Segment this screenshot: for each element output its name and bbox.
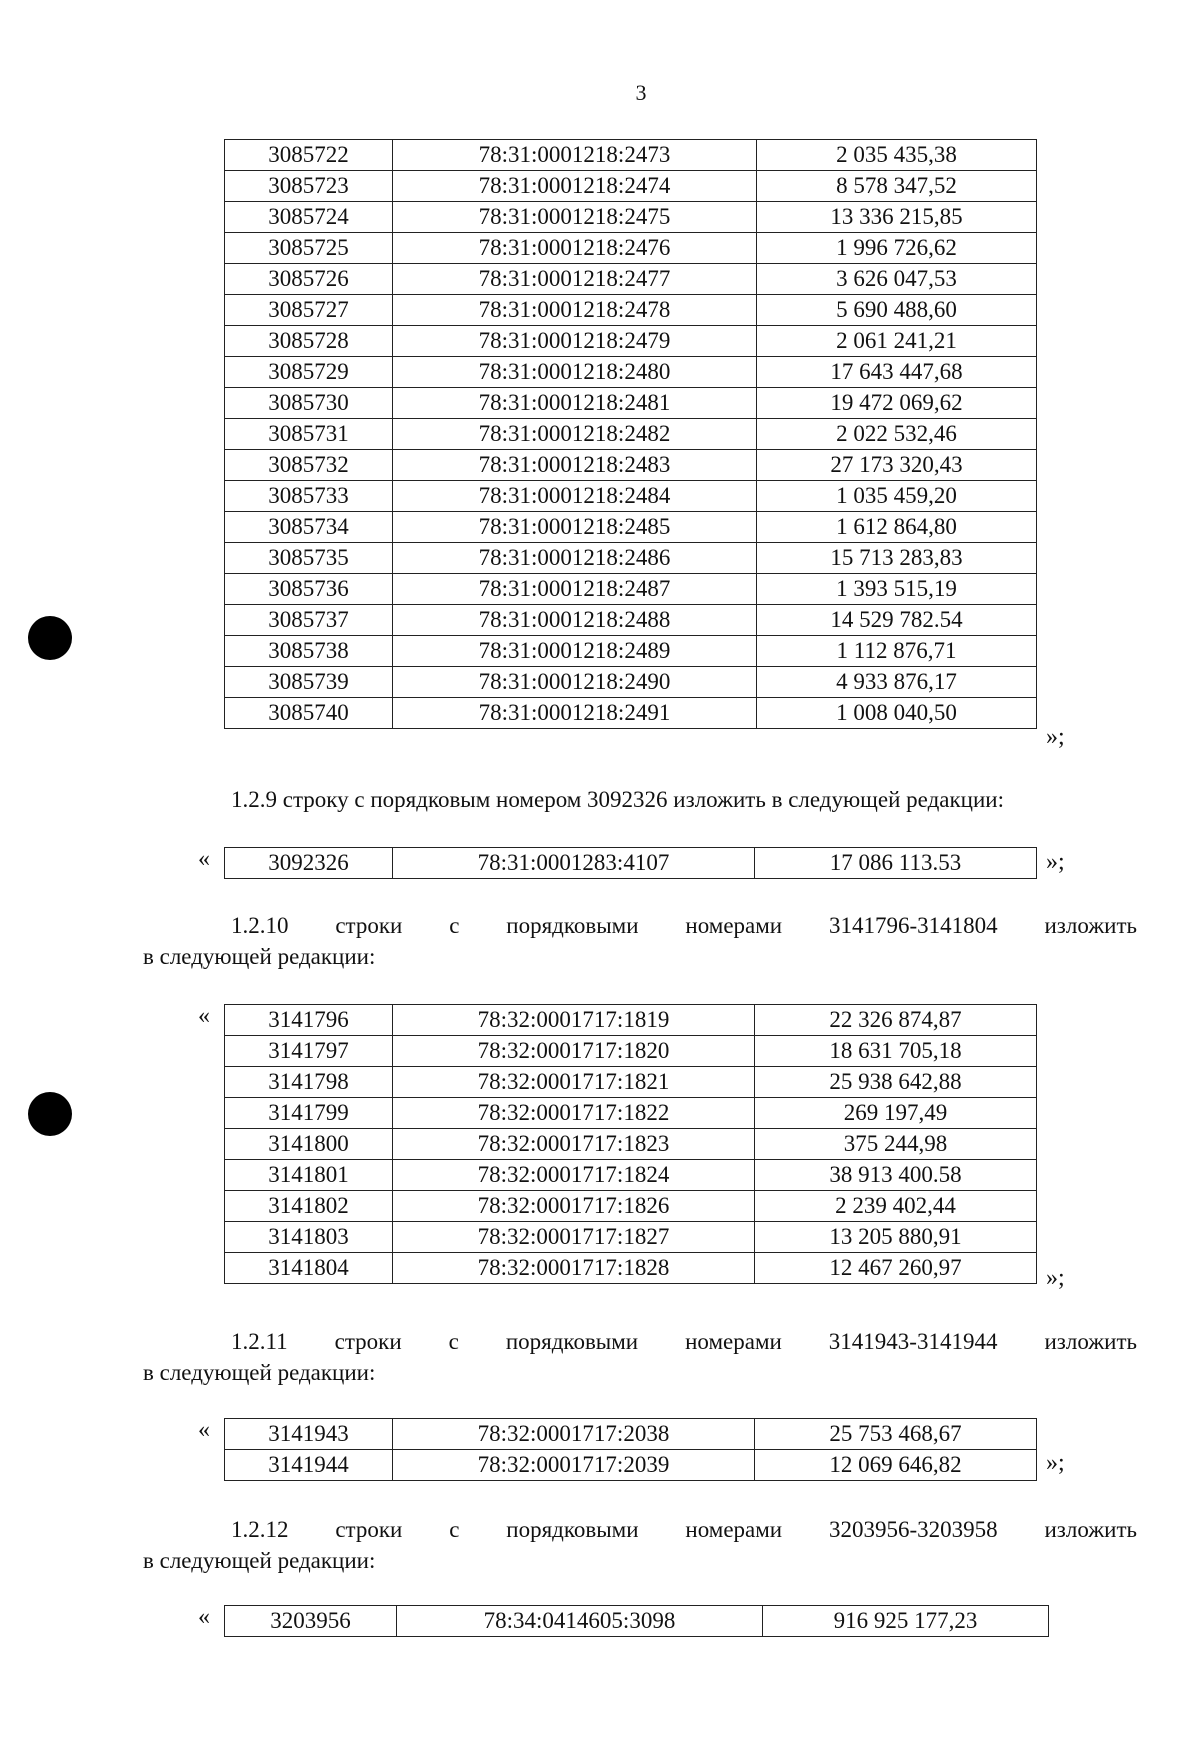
row-number-cell: 3085731 <box>225 419 393 450</box>
value-cell: 12 069 646,82 <box>755 1450 1037 1481</box>
punch-hole-mark <box>28 616 72 660</box>
paragraph-1-2-10-line-1: 1.2.10 строки с порядковыми номерами 3141796-3141804 изложить <box>231 913 1137 938</box>
paragraph-1-2-12-line-2: в следующей редакции: <box>143 1548 376 1573</box>
value-cell: 2 035 435,38 <box>757 140 1037 171</box>
table-row <box>225 450 1037 481</box>
row-number-cell: 3085737 <box>225 605 393 636</box>
cadastral-number-cell: 78:32:0001717:1828 <box>393 1253 755 1284</box>
row-number-cell: 3141796 <box>225 1005 393 1036</box>
table-row <box>225 357 1037 388</box>
table-row <box>225 1419 1037 1450</box>
table-row <box>225 202 1037 233</box>
value-cell: 916 925 177,23 <box>763 1606 1049 1637</box>
value-cell: 27 173 320,43 <box>757 450 1037 481</box>
table-row <box>225 605 1037 636</box>
value-cell: 25 753 468,67 <box>755 1419 1037 1450</box>
cadastral-number-cell: 78:31:0001218:2478 <box>393 295 757 326</box>
value-cell: 1 612 864,80 <box>757 512 1037 543</box>
value-cell: 15 713 283,83 <box>757 543 1037 574</box>
row-number-cell: 3085724 <box>225 202 393 233</box>
row-number-cell: 3085726 <box>225 264 393 295</box>
value-cell: 375 244,98 <box>755 1129 1037 1160</box>
cadastral-number-cell: 78:31:0001218:2474 <box>393 171 757 202</box>
cadastral-number-cell: 78:31:0001218:2482 <box>393 419 757 450</box>
table-1 <box>224 139 1037 729</box>
table-3 <box>224 1004 1037 1284</box>
row-number-cell: 3085732 <box>225 450 393 481</box>
cadastral-number-cell: 78:31:0001218:2486 <box>393 543 757 574</box>
value-cell: 25 938 642,88 <box>755 1067 1037 1098</box>
table-row <box>225 1160 1037 1191</box>
row-number-cell: 3141800 <box>225 1129 393 1160</box>
cadastral-number-cell: 78:32:0001717:2038 <box>393 1419 755 1450</box>
cadastral-number-cell: 78:32:0001717:1823 <box>393 1129 755 1160</box>
cadastral-number-cell: 78:32:0001717:1826 <box>393 1191 755 1222</box>
value-cell: 4 933 876,17 <box>757 667 1037 698</box>
table-row <box>225 326 1037 357</box>
row-number-cell: 3085734 <box>225 512 393 543</box>
cadastral-number-cell: 78:31:0001218:2487 <box>393 574 757 605</box>
table-row <box>225 1036 1037 1067</box>
cadastral-number-cell: 78:31:0001218:2483 <box>393 450 757 481</box>
table-row <box>225 636 1037 667</box>
table-row <box>225 295 1037 326</box>
cadastral-number-cell: 78:31:0001218:2490 <box>393 667 757 698</box>
cadastral-number-cell: 78:31:0001218:2489 <box>393 636 757 667</box>
table-row <box>225 419 1037 450</box>
table-row <box>225 512 1037 543</box>
cadastral-number-cell: 78:31:0001218:2473 <box>393 140 757 171</box>
value-cell: 1 112 876,71 <box>757 636 1037 667</box>
row-number-cell: 3141799 <box>225 1098 393 1129</box>
data-table <box>224 847 1037 879</box>
opening-quote: « <box>198 1604 210 1630</box>
cadastral-number-cell: 78:31:0001218:2484 <box>393 481 757 512</box>
row-number-cell: 3085722 <box>225 140 393 171</box>
table-row <box>225 1129 1037 1160</box>
data-table <box>224 1605 1049 1637</box>
value-cell: 13 205 880,91 <box>755 1222 1037 1253</box>
row-number-cell: 3085727 <box>225 295 393 326</box>
table-row <box>225 1450 1037 1481</box>
table-row <box>225 1005 1037 1036</box>
cadastral-number-cell: 78:32:0001717:1822 <box>393 1098 755 1129</box>
value-cell: 17 086 113.53 <box>755 848 1037 879</box>
row-number-cell: 3085738 <box>225 636 393 667</box>
value-cell: 2 061 241,21 <box>757 326 1037 357</box>
table-row <box>225 667 1037 698</box>
closing-quote: »; <box>1046 1450 1065 1476</box>
table-row <box>225 1253 1037 1284</box>
cadastral-number-cell: 78:34:0414605:3098 <box>397 1606 763 1637</box>
row-number-cell: 3203956 <box>225 1606 397 1637</box>
row-number-cell: 3085723 <box>225 171 393 202</box>
row-number-cell: 3085725 <box>225 233 393 264</box>
cadastral-number-cell: 78:31:0001218:2476 <box>393 233 757 264</box>
value-cell: 22 326 874,87 <box>755 1005 1037 1036</box>
table-row <box>225 848 1037 879</box>
cadastral-number-cell: 78:31:0001218:2485 <box>393 512 757 543</box>
closing-quote: »; <box>1046 1265 1065 1291</box>
cadastral-number-cell: 78:32:0001717:1821 <box>393 1067 755 1098</box>
value-cell: 13 336 215,85 <box>757 202 1037 233</box>
value-cell: 19 472 069,62 <box>757 388 1037 419</box>
value-cell: 1 008 040,50 <box>757 698 1037 729</box>
table-row <box>225 264 1037 295</box>
row-number-cell: 3085735 <box>225 543 393 574</box>
table-row <box>225 481 1037 512</box>
value-cell: 2 022 532,46 <box>757 419 1037 450</box>
table-row <box>225 1067 1037 1098</box>
cadastral-number-cell: 78:32:0001717:1824 <box>393 1160 755 1191</box>
table-row <box>225 574 1037 605</box>
row-number-cell: 3141797 <box>225 1036 393 1067</box>
table-row <box>225 140 1037 171</box>
row-number-cell: 3085739 <box>225 667 393 698</box>
row-number-cell: 3085736 <box>225 574 393 605</box>
table-row <box>225 1222 1037 1253</box>
closing-quote: »; <box>1046 849 1065 875</box>
value-cell: 3 626 047,53 <box>757 264 1037 295</box>
cadastral-number-cell: 78:32:0001717:2039 <box>393 1450 755 1481</box>
row-number-cell: 3085730 <box>225 388 393 419</box>
table-4 <box>224 1418 1037 1481</box>
row-number-cell: 3085729 <box>225 357 393 388</box>
cadastral-number-cell: 78:32:0001717:1820 <box>393 1036 755 1067</box>
cadastral-number-cell: 78:31:0001218:2479 <box>393 326 757 357</box>
row-number-cell: 3141943 <box>225 1419 393 1450</box>
table-row <box>225 1191 1037 1222</box>
value-cell: 1 996 726,62 <box>757 233 1037 264</box>
cadastral-number-cell: 78:31:0001218:2488 <box>393 605 757 636</box>
cadastral-number-cell: 78:31:0001218:2475 <box>393 202 757 233</box>
opening-quote: « <box>198 1417 210 1443</box>
value-cell: 5 690 488,60 <box>757 295 1037 326</box>
cadastral-number-cell: 78:31:0001218:2480 <box>393 357 757 388</box>
paragraph-1-2-11-line-2: в следующей редакции: <box>143 1360 376 1385</box>
value-cell: 2 239 402,44 <box>755 1191 1037 1222</box>
value-cell: 18 631 705,18 <box>755 1036 1037 1067</box>
row-number-cell: 3085728 <box>225 326 393 357</box>
table-row <box>225 543 1037 574</box>
row-number-cell: 3141804 <box>225 1253 393 1284</box>
data-table <box>224 1418 1037 1481</box>
value-cell: 12 467 260,97 <box>755 1253 1037 1284</box>
value-cell: 269 197,49 <box>755 1098 1037 1129</box>
row-number-cell: 3085740 <box>225 698 393 729</box>
opening-quote: « <box>198 1003 210 1029</box>
table-2 <box>224 847 1037 879</box>
closing-quote: »; <box>1046 724 1065 750</box>
paragraph-1-2-10-line-2: в следующей редакции: <box>143 944 376 969</box>
table-row <box>225 1098 1037 1129</box>
cadastral-number-cell: 78:32:0001717:1819 <box>393 1005 755 1036</box>
cadastral-number-cell: 78:31:0001218:2491 <box>393 698 757 729</box>
cadastral-number-cell: 78:32:0001717:1827 <box>393 1222 755 1253</box>
page-number: 3 <box>635 80 647 105</box>
value-cell: 8 578 347,52 <box>757 171 1037 202</box>
table-row <box>225 698 1037 729</box>
value-cell: 1 393 515,19 <box>757 574 1037 605</box>
row-number-cell: 3141944 <box>225 1450 393 1481</box>
table-5 <box>224 1605 1049 1637</box>
data-table <box>224 139 1037 729</box>
row-number-cell: 3141803 <box>225 1222 393 1253</box>
table-row <box>225 388 1037 419</box>
table-row <box>225 171 1037 202</box>
paragraph-1-2-11-line-1: 1.2.11 строки с порядковыми номерами 3141943-3141944 изложить <box>231 1329 1137 1354</box>
row-number-cell: 3092326 <box>225 848 393 879</box>
row-number-cell: 3141798 <box>225 1067 393 1098</box>
cadastral-number-cell: 78:31:0001218:2477 <box>393 264 757 295</box>
cadastral-number-cell: 78:31:0001218:2481 <box>393 388 757 419</box>
row-number-cell: 3141802 <box>225 1191 393 1222</box>
table-row <box>225 233 1037 264</box>
row-number-cell: 3085733 <box>225 481 393 512</box>
value-cell: 38 913 400.58 <box>755 1160 1037 1191</box>
cadastral-number-cell: 78:31:0001283:4107 <box>393 848 755 879</box>
value-cell: 17 643 447,68 <box>757 357 1037 388</box>
table-row <box>225 1606 1049 1637</box>
data-table <box>224 1004 1037 1284</box>
value-cell: 14 529 782.54 <box>757 605 1037 636</box>
opening-quote: « <box>198 846 210 872</box>
row-number-cell: 3141801 <box>225 1160 393 1191</box>
paragraph-1-2-12-line-1: 1.2.12 строки с порядковыми номерами 3203956-3203958 изложить <box>231 1517 1137 1542</box>
paragraph-1-2-9: 1.2.9 строку с порядковым номером 3092326 изложить в следующей редакции: <box>231 787 1004 812</box>
value-cell: 1 035 459,20 <box>757 481 1037 512</box>
punch-hole-mark <box>28 1092 72 1136</box>
